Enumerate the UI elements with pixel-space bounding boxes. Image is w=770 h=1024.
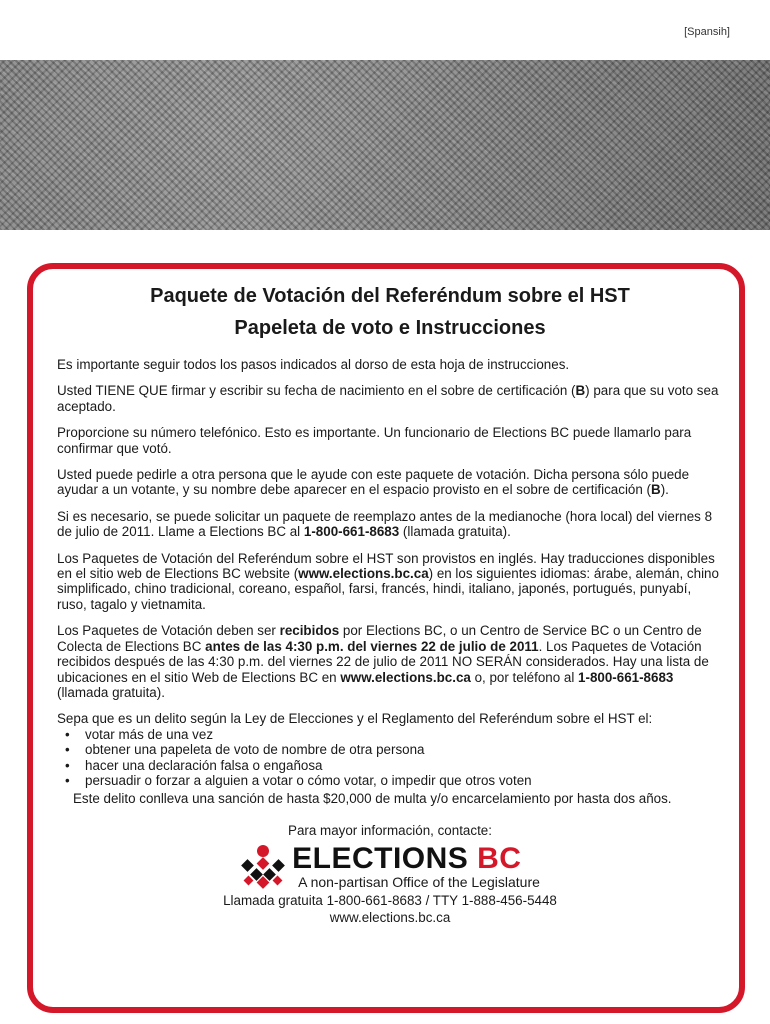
instruction-paragraph-1: Es importante seguir todos los pasos indicados al dorso de esta hoja de instrucciones. — [57, 357, 570, 372]
instruction-paragraph-4: Usted puede pedirle a otra persona que le ayude con este paquete de votación. Dicha persona sólo puede ayudar a un votante, y su nombre debe aparecer en el espacio provisto en el sobre de certificación (B). — [57, 467, 690, 498]
logo-wordmark: ELECTIONS BC — [292, 841, 522, 875]
elections-bc-logo-icon — [240, 844, 286, 890]
instruction-paragraph-7: Los Paquetes de Votación deben ser recibidos por Elections BC, o un Centro de Service BC o un Centro de Colecta de Elections BC antes de las 4:30 p.m. del viernes 22 de julio de 2011. Los Paquetes de Votación recibidos después de las 4:30 p.m. del viernes 22 de julio de 2011 NO SERÁN considerados. Hay una lista de ubicaciones en el sitio Web de Elections BC en www.elections.bc.ca o, por teléfono al 1-800-661-8683 (llamada gratuita). — [57, 623, 709, 700]
contact-intro: Para mayor información, contacte: — [288, 822, 492, 838]
offence-list — [57, 727, 723, 789]
list-item: • persuadir o forzar a alguien a votar o cómo votar, o impedir que otros voten — [85, 773, 723, 788]
instruction-paragraph-5: Si es necesario, se puede solicitar un paquete de reemplazo antes de la medianoche (hora local) del viernes 8 de julio de 2011. Llame a Elections BC al 1-800-661-8683 (llamada gratuita). — [57, 508, 713, 540]
phone-number: 1-800-661-8683 — [578, 669, 674, 685]
language-tag: [Spansih] — [684, 26, 730, 38]
deadline: antes de las 4:30 p.m. del viernes 22 de julio de 2011 — [205, 638, 539, 654]
phone-number: 1-800-661-8683 — [303, 524, 400, 540]
decorative-banner — [0, 60, 770, 230]
website-link[interactable]: www.elections.bc.ca — [329, 909, 451, 925]
instruction-paragraph-2: Usted TIENE QUE firmar y escribir su fecha de nacimiento en el sobre de certificación (B) para que su voto sea aceptado. — [57, 383, 719, 414]
phone-line: Llamada gratuita 1-800-661-8683 / TTY 1-888-456-5448 — [223, 892, 557, 908]
instruction-paragraph-3: Proporcione su número telefónico. Esto es importante. Un funcionario de Elections BC puede llamarlo para confirmar que votó. — [57, 425, 692, 456]
website-link[interactable]: www.elections.bc.ca — [340, 669, 471, 685]
list-item: • obtener una papeleta de voto de nombre de otra persona — [85, 742, 723, 757]
card-subtitle: Papeleta de voto e Instrucciones — [234, 317, 546, 339]
logo-tagline: A non-partisan Office of the Legislature — [298, 873, 540, 890]
instructions-card — [27, 263, 745, 1013]
website-link[interactable]: www.elections.bc.ca — [298, 566, 429, 582]
offence-intro: Sepa que es un delito según la Ley de Elecciones y el Reglamento del Referéndum sobre el HST el: — [57, 711, 653, 727]
instruction-paragraph-6: Los Paquetes de Votación del Referéndum sobre el HST son provistos en inglés. Hay traducciones disponibles en el sitio web de Elections BC website (www.elections.bc.ca) en los siguientes idiomas: árabe, alemán, chino simplificado, chino tradicional, coreano, español, farsi, francés, hindi, italiano, japonés, portugués, punyabí, ruso, tagalo y vietnamita. — [57, 550, 719, 612]
list-item: • votar más de una vez — [85, 727, 723, 742]
elections-bc-logo — [57, 841, 723, 890]
card-title: Paquete de Votación del Referéndum sobre el HST — [150, 285, 630, 307]
penalty-text: Este delito conlleva una sanción de hasta $20,000 de multa y/o encarcelamiento por hasta dos años. — [73, 791, 672, 807]
list-item: • hacer una declaración falsa o engañosa — [85, 758, 723, 773]
